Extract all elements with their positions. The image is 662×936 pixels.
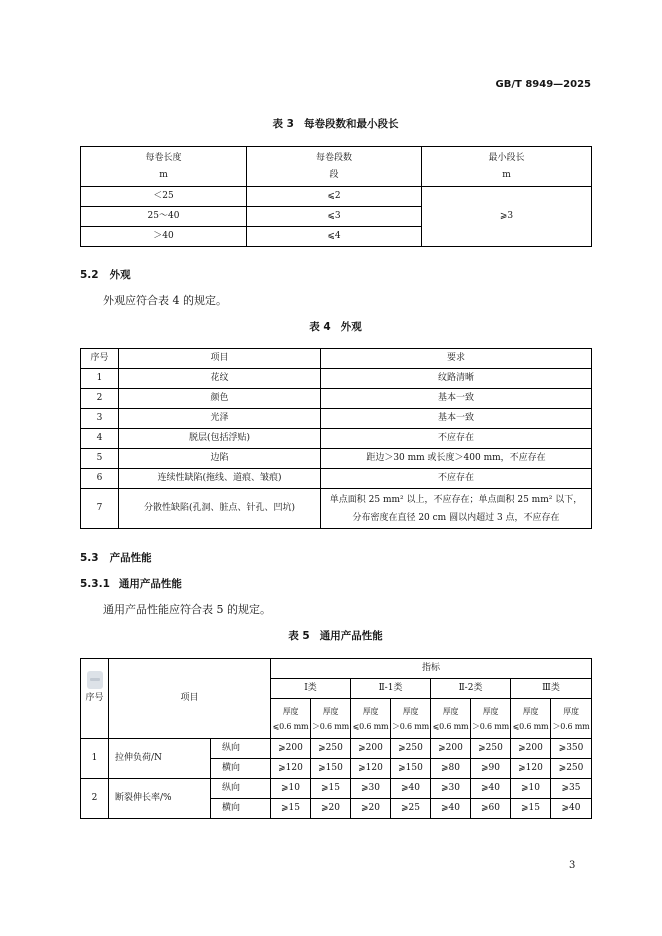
table5-cell-value: ⩾40 — [391, 779, 431, 799]
section-number: 5.3 — [80, 552, 99, 564]
table5-cell-value: ⩾200 — [431, 739, 471, 759]
table5-header-thickness — [271, 699, 311, 739]
table5-cell-value: ⩾40 — [471, 779, 511, 799]
table4-cell-seq: 3 — [81, 409, 119, 429]
section-title: 产品性能 — [109, 552, 152, 564]
table5-cell-value: ⩾20 — [351, 799, 391, 819]
table-row — [81, 369, 592, 389]
thickness-condition: ＞0.6 mm — [311, 721, 350, 731]
table3-caption-number: 表 3 — [272, 118, 294, 130]
table5 — [80, 658, 592, 819]
table4-cell-seq: 1 — [81, 369, 119, 389]
table5-cell-value: ⩾30 — [431, 779, 471, 799]
table-row — [81, 449, 592, 469]
table5-header-row — [81, 659, 592, 679]
table3-caption — [80, 117, 591, 131]
table3-header-row — [81, 147, 592, 187]
section-title: 外观 — [109, 269, 131, 281]
page-number: 3 — [569, 860, 576, 871]
table3-header-segments-name: 每卷段数 — [315, 152, 352, 163]
thickness-condition: ⩽0.6 mm — [432, 721, 469, 731]
thickness-condition: ⩽0.6 mm — [272, 721, 309, 731]
table5-caption-number: 表 5 — [288, 630, 310, 642]
table5-cell-item: 拉伸负荷/N — [109, 739, 211, 779]
table5-header-thickness — [551, 699, 592, 739]
table5-cell-value: ⩾15 — [511, 799, 551, 819]
table5-cell-value: ⩾150 — [311, 759, 351, 779]
section-5-3-1-text: 通用产品性能应符合表 5 的规定。 — [103, 603, 271, 616]
table3-cell-length: ＜25 — [81, 187, 247, 207]
table5-header-thickness — [431, 699, 471, 739]
section-5-2-heading — [80, 268, 131, 282]
table5-cell-item: 断裂伸长率/% — [109, 779, 211, 819]
table3-cell-segments: ⩽2 — [247, 187, 422, 207]
table3-header-min-segment-name: 最小段长 — [488, 152, 525, 163]
table5-cell-seq: 2 — [81, 779, 109, 819]
thickness-label: 厚度 — [322, 706, 339, 716]
table5-cell-value: ⩾200 — [351, 739, 391, 759]
table5-cell-value: ⩾250 — [471, 739, 511, 759]
table3-cell-segments: ⩽3 — [247, 207, 422, 227]
table4-cell-item: 边陷 — [119, 449, 321, 469]
table4-cell-seq: 6 — [81, 469, 119, 489]
thickness-condition: ⩽0.6 mm — [512, 721, 549, 731]
table-row — [81, 187, 592, 207]
table5-cell-value: ⩾120 — [271, 759, 311, 779]
section-title: 通用产品性能 — [118, 578, 182, 590]
table-row — [81, 409, 592, 429]
table4-cell-requirement: 纹路清晰 — [321, 369, 592, 389]
table4-caption-title: 外观 — [340, 321, 362, 333]
requirement-line: 分布密度在直径 20 cm 圆以内超过 3 点，不应存在 — [352, 512, 560, 523]
table5-cell-value: ⩾20 — [311, 799, 351, 819]
table4-cell-requirement — [321, 489, 592, 529]
table4-cell-requirement: 不应存在 — [321, 429, 592, 449]
table5-cell-value: ⩾35 — [551, 779, 592, 799]
table3-header-segments-unit: 段 — [329, 169, 339, 180]
table3-header-length-name: 每卷长度 — [145, 152, 182, 163]
table4 — [80, 348, 592, 529]
table-row — [81, 489, 592, 529]
table4-cell-item: 颜色 — [119, 389, 321, 409]
table5-cell-value: ⩾120 — [511, 759, 551, 779]
table5-cell-value: ⩾10 — [511, 779, 551, 799]
section-number: 5.2 — [80, 269, 99, 281]
table5-header-thickness — [511, 699, 551, 739]
table4-cell-item: 脱层(包括浮贴) — [119, 429, 321, 449]
table5-cell-value: ⩾200 — [511, 739, 551, 759]
table4-cell-item: 花纹 — [119, 369, 321, 389]
table5-header-item: 项目 — [109, 659, 271, 739]
table4-cell-seq: 5 — [81, 449, 119, 469]
table5-cell-value: ⩾15 — [311, 779, 351, 799]
table3-header-length-unit: m — [159, 169, 168, 180]
table4-cell-seq: 4 — [81, 429, 119, 449]
table5-cell-value: ⩾40 — [431, 799, 471, 819]
table3-cell-min-segment: ⩾3 — [422, 187, 592, 247]
section-5-3-1-heading — [80, 577, 182, 591]
requirement-line: 单点面积 25 mm² 以上，不应存在；单点面积 25 mm² 以下， — [329, 494, 583, 505]
table5-cell-value: ⩾150 — [391, 759, 431, 779]
table5-cell-value: ⩾25 — [391, 799, 431, 819]
table5-header-class: Ⅱ-2类 — [431, 679, 511, 699]
table5-header-seq: 序号 — [81, 659, 109, 739]
table5-cell-direction: 横向 — [211, 759, 271, 779]
table4-cell-requirement: 不应存在 — [321, 469, 592, 489]
table-row — [81, 389, 592, 409]
table5-cell-direction: 横向 — [211, 799, 271, 819]
table5-header-class: Ⅱ-1类 — [351, 679, 431, 699]
thickness-label: 厚度 — [362, 706, 379, 716]
table3-header-length — [81, 147, 247, 187]
table5-header-thickness — [311, 699, 351, 739]
thickness-label: 厚度 — [563, 706, 579, 716]
table5-header-indicator: 指标 — [271, 659, 592, 679]
table5-header-class: Ⅰ类 — [271, 679, 351, 699]
table4-cell-requirement: 距边＞30 mm 或长度＞400 mm，不应存在 — [321, 449, 592, 469]
document-code: GB/T 8949—2025 — [495, 79, 591, 90]
section-number: 5.3.1 — [80, 578, 110, 590]
table-row — [81, 779, 592, 799]
table5-cell-value: ⩾120 — [351, 759, 391, 779]
table5-cell-value: ⩾15 — [271, 799, 311, 819]
table3-header-segments — [247, 147, 422, 187]
table4-cell-requirement: 基本一致 — [321, 389, 592, 409]
table5-header-thickness — [391, 699, 431, 739]
table4-cell-requirement: 基本一致 — [321, 409, 592, 429]
table5-cell-value: ⩾350 — [551, 739, 592, 759]
thickness-label: 厚度 — [522, 706, 539, 716]
thickness-condition: ＞0.6 mm — [391, 721, 430, 731]
table4-cell-item: 分散性缺陷(孔洞、脏点、针孔、凹坑) — [119, 489, 321, 529]
table4-cell-item: 连续性缺陷(拖线、道痕、皱痕) — [119, 469, 321, 489]
thickness-condition: ＞0.6 mm — [552, 721, 590, 731]
table4-cell-item: 光泽 — [119, 409, 321, 429]
table4-caption — [80, 320, 591, 334]
table4-header-seq: 序号 — [81, 349, 119, 369]
table3-caption-title: 每卷段数和最小段长 — [303, 118, 399, 130]
table5-cell-direction: 纵向 — [211, 779, 271, 799]
table5-cell-value: ⩾90 — [471, 759, 511, 779]
table4-header-requirement: 要求 — [321, 349, 592, 369]
table4-header-item: 项目 — [119, 349, 321, 369]
table5-header-thickness — [471, 699, 511, 739]
table5-cell-value: ⩾200 — [271, 739, 311, 759]
table5-caption-title: 通用产品性能 — [319, 630, 383, 642]
thickness-label: 厚度 — [442, 706, 459, 716]
table3-cell-length: ＞40 — [81, 227, 247, 247]
thickness-condition: ＞0.6 mm — [471, 721, 510, 731]
watermark-logo-icon — [87, 671, 103, 689]
thickness-label: 厚度 — [402, 706, 419, 716]
thickness-label: 厚度 — [282, 706, 299, 716]
table4-header-row — [81, 349, 592, 369]
table5-cell-value: ⩾80 — [431, 759, 471, 779]
thickness-label: 厚度 — [482, 706, 499, 716]
table-row — [81, 429, 592, 449]
table4-cell-seq: 7 — [81, 489, 119, 529]
table3 — [80, 146, 592, 247]
table3-header-min-segment-unit: m — [502, 169, 511, 180]
thickness-condition: ⩽0.6 mm — [352, 721, 389, 731]
table5-header-thickness — [351, 699, 391, 739]
table4-caption-number: 表 4 — [309, 321, 331, 333]
table5-cell-value: ⩾10 — [271, 779, 311, 799]
table5-cell-value: ⩾30 — [351, 779, 391, 799]
table5-header-class: Ⅲ类 — [511, 679, 592, 699]
table5-cell-seq: 1 — [81, 739, 109, 779]
section-5-3-heading — [80, 551, 152, 565]
table-row — [81, 739, 592, 759]
table3-header-min-segment — [422, 147, 592, 187]
table4-cell-seq: 2 — [81, 389, 119, 409]
table5-cell-value: ⩾250 — [311, 739, 351, 759]
table5-cell-value: ⩾250 — [551, 759, 592, 779]
table5-caption — [80, 629, 591, 643]
table5-cell-value: ⩾60 — [471, 799, 511, 819]
table3-cell-length: 25～40 — [81, 207, 247, 227]
table3-cell-segments: ⩽4 — [247, 227, 422, 247]
table-row — [81, 469, 592, 489]
table5-cell-direction: 纵向 — [211, 739, 271, 759]
table5-cell-value: ⩾40 — [551, 799, 592, 819]
table5-cell-value: ⩾250 — [391, 739, 431, 759]
section-5-2-text: 外观应符合表 4 的规定。 — [103, 294, 227, 307]
